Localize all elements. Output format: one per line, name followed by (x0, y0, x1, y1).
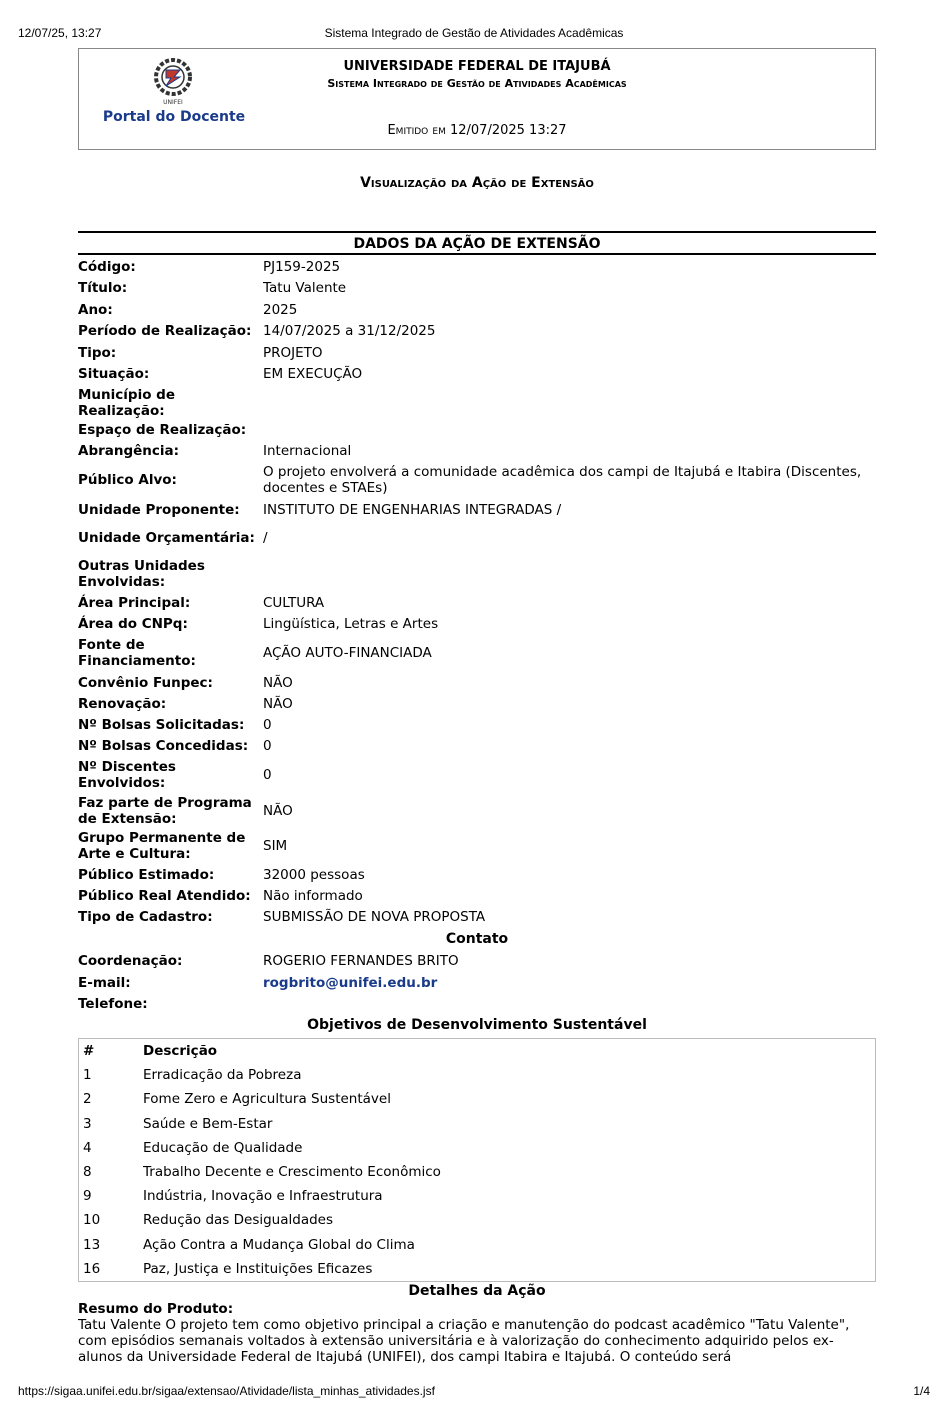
contato-title: Contato (445, 931, 509, 947)
field-row (78, 520, 876, 556)
field-label: Nº Bolsas Concedidas: (78, 737, 249, 754)
field-value: 32000 pessoas (263, 866, 365, 883)
ods-num: 10 (83, 1212, 101, 1229)
field-value: SUBMISSÃO DE NOVA PROPOSTA (263, 909, 486, 925)
portal-title[interactable]: Portal do Docente (102, 109, 246, 125)
table-row (79, 1257, 875, 1281)
field-row (78, 499, 876, 520)
field-label: Público Alvo: (78, 472, 177, 488)
col-desc-header: Descrição (143, 1043, 218, 1060)
field-value: PROJETO (263, 344, 323, 361)
field-row (78, 440, 876, 461)
coordenacao-value: ROGERIO FERNANDES BRITO (263, 953, 459, 969)
field-label: Código: (78, 258, 136, 275)
resumo-text: Tatu Valente O projeto tem como objetivo principal a criação e manutenção do podcast acadêmico "Tatu Valente", com episódios semanais voltados à extensão universitária e à valorização do conhecimento adquirido pelos ex-alunos da Universidade Federal de Itajubá (UNIFEI), dos campi Itabira e Itajubá. O conteúdo será (78, 1317, 850, 1365)
col-num-header: # (83, 1043, 95, 1060)
ods-num: 16 (83, 1260, 101, 1277)
ods-num: 2 (83, 1091, 92, 1108)
field-row (78, 278, 876, 300)
field-value: 2025 (263, 301, 298, 318)
field-row (78, 693, 876, 714)
ods-desc: Paz, Justiça e Instituições Eficazes (143, 1260, 373, 1277)
field-row (78, 556, 876, 592)
university-name: UNIVERSIDADE FEDERAL DE ITAJUBÁ (343, 59, 611, 74)
field-label: Unidade Proponente: (78, 501, 240, 518)
table-header (79, 1039, 875, 1063)
field-value: Lingüística, Letras e Artes (263, 615, 439, 632)
ods-num: 3 (83, 1115, 92, 1132)
field-row (78, 864, 876, 885)
coordenacao-label: Coordenação: (78, 953, 183, 969)
ods-num: 9 (83, 1188, 92, 1205)
field-row (78, 321, 876, 343)
field-row (78, 950, 876, 972)
field-row (78, 972, 876, 993)
field-row (78, 364, 876, 386)
ods-title: Objetivos de Desenvolvimento Sustentável (307, 1017, 647, 1033)
field-value: 0 (263, 766, 272, 783)
field-row (78, 342, 876, 364)
field-value: 0 (263, 737, 272, 754)
field-label: Unidade Orçamentária: (78, 530, 255, 546)
field-label: Ano: (78, 301, 113, 318)
field-value: AÇÃO AUTO-FINANCIADA (263, 645, 432, 661)
field-value: EM EXECUÇÃO (263, 366, 363, 383)
field-label: Grupo Permanente de Arte e Cultura: (78, 830, 246, 862)
email-label: E-mail: (78, 974, 131, 991)
field-value: NÃO (263, 674, 293, 691)
resumo-label: Resumo do Produto: (78, 1301, 234, 1317)
field-value: NÃO (263, 695, 293, 712)
field-value: 0 (263, 716, 272, 733)
table-row (79, 1208, 875, 1232)
field-label: Situação: (78, 366, 150, 383)
ods-num: 13 (83, 1236, 101, 1253)
print-header (18, 26, 930, 42)
field-label: Tipo de Cadastro: (78, 909, 213, 925)
field-label: Município de Realização: (78, 386, 175, 419)
field-value: NÃO (263, 802, 293, 819)
field-value: 14/07/2025 a 31/12/2025 (263, 323, 436, 340)
field-value: Tatu Valente (263, 280, 347, 297)
field-row (78, 634, 876, 672)
field-label: Título: (78, 280, 128, 297)
ods-num: 8 (83, 1164, 92, 1181)
ods-desc: Redução das Desigualdades (143, 1212, 334, 1229)
field-value: Não informado (263, 887, 363, 904)
field-row (78, 613, 876, 634)
ods-desc: Ação Contra a Mudança Global do Clima (143, 1236, 415, 1253)
field-value: O projeto envolverá a comunidade acadêmica dos campi de Itajubá e Itabira (Discentes, docentes e STAEs) (263, 464, 862, 496)
field-row (78, 420, 876, 440)
detalhes-title: Detalhes da Ação (408, 1283, 546, 1299)
field-row (78, 672, 876, 693)
field-label: Faz parte de Programa de Extensão: (78, 794, 252, 827)
ods-desc: Saúde e Bem-Estar (143, 1115, 273, 1132)
field-value: Internacional (263, 442, 352, 459)
ods-desc: Erradicação da Pobreza (143, 1067, 302, 1084)
table-row (79, 1087, 875, 1111)
field-row (78, 906, 876, 928)
field-label: Nº Discentes Envolvidos: (78, 758, 176, 791)
print-footer (18, 1384, 930, 1400)
table-row (79, 1233, 875, 1257)
field-row (78, 756, 876, 793)
field-row (78, 461, 876, 499)
field-label: Outras Unidades Envolvidas: (78, 558, 205, 590)
table-row (79, 1136, 875, 1160)
field-label: Público Estimado: (78, 866, 215, 883)
print-url: https://sigaa.unifei.edu.br/sigaa/extensao/Atividade/lista_minhas_atividades.jsf (18, 1384, 435, 1398)
ods-desc: Educação de Qualidade (143, 1139, 303, 1156)
field-label: Período de Realização: (78, 323, 252, 340)
page-number: 1/4 (913, 1384, 930, 1398)
field-value: CULTURA (263, 594, 325, 611)
field-value: / (263, 530, 268, 546)
field-label: Área Principal: (78, 594, 191, 611)
ods-num: 4 (83, 1139, 92, 1156)
field-label: Tipo: (78, 344, 117, 361)
ods-desc: Fome Zero e Agricultura Sustentável (143, 1091, 391, 1108)
field-label: Área do CNPq: (78, 615, 188, 632)
logo-text: UNIFEI (163, 99, 183, 106)
ods-desc: Indústria, Inovação e Infraestrutura (143, 1188, 383, 1205)
header-box (78, 48, 876, 150)
table-row (79, 1112, 875, 1136)
field-row (78, 993, 876, 1014)
print-title: Sistema Integrado de Gestão de Atividades Acadêmicas (324, 26, 624, 40)
fields-list (78, 256, 876, 1036)
field-value: INSTITUTO DE ENGENHARIAS INTEGRADAS / (263, 501, 562, 518)
field-row (78, 299, 876, 321)
field-row (78, 793, 876, 828)
field-label: Abrangência: (78, 442, 180, 459)
field-label: Público Real Atendido: (78, 887, 251, 904)
field-row (78, 828, 876, 864)
field-row (78, 735, 876, 756)
field-row (78, 256, 876, 278)
field-label: Renovação: (78, 695, 167, 712)
unifei-logo-icon (149, 57, 197, 107)
field-label: Nº Bolsas Solicitadas: (78, 716, 245, 733)
ods-desc: Trabalho Decente e Crescimento Econômico (143, 1164, 441, 1181)
section-title: DADOS DA AÇÃO DE EXTENSÃO (78, 231, 876, 255)
field-label: Convênio Funpec: (78, 674, 213, 691)
email-link[interactable]: rogbrito@unifei.edu.br (263, 974, 438, 991)
page-title: Visualização da Ação de Extensão (360, 175, 594, 191)
ods-num: 1 (83, 1067, 92, 1084)
print-datetime: 12/07/25, 13:27 (18, 26, 102, 40)
table-row (79, 1184, 875, 1208)
ods-table (78, 1038, 876, 1282)
field-row (78, 385, 876, 420)
field-value: PJ159-2025 (263, 258, 341, 275)
field-label: Espaço de Realização: (78, 422, 247, 438)
telefone-label: Telefone: (78, 995, 148, 1012)
field-row (78, 592, 876, 613)
table-row (79, 1160, 875, 1184)
field-label: Fonte de Financiamento: (78, 637, 196, 669)
field-value: SIM (263, 838, 288, 854)
table-row (79, 1063, 875, 1087)
emitted-date: Emitido em 12/07/2025 13:27 (387, 123, 567, 138)
field-row (78, 714, 876, 735)
system-name: Sistema Integrado de Gestão de Atividades Acadêmicas (327, 77, 627, 90)
field-row (78, 885, 876, 906)
